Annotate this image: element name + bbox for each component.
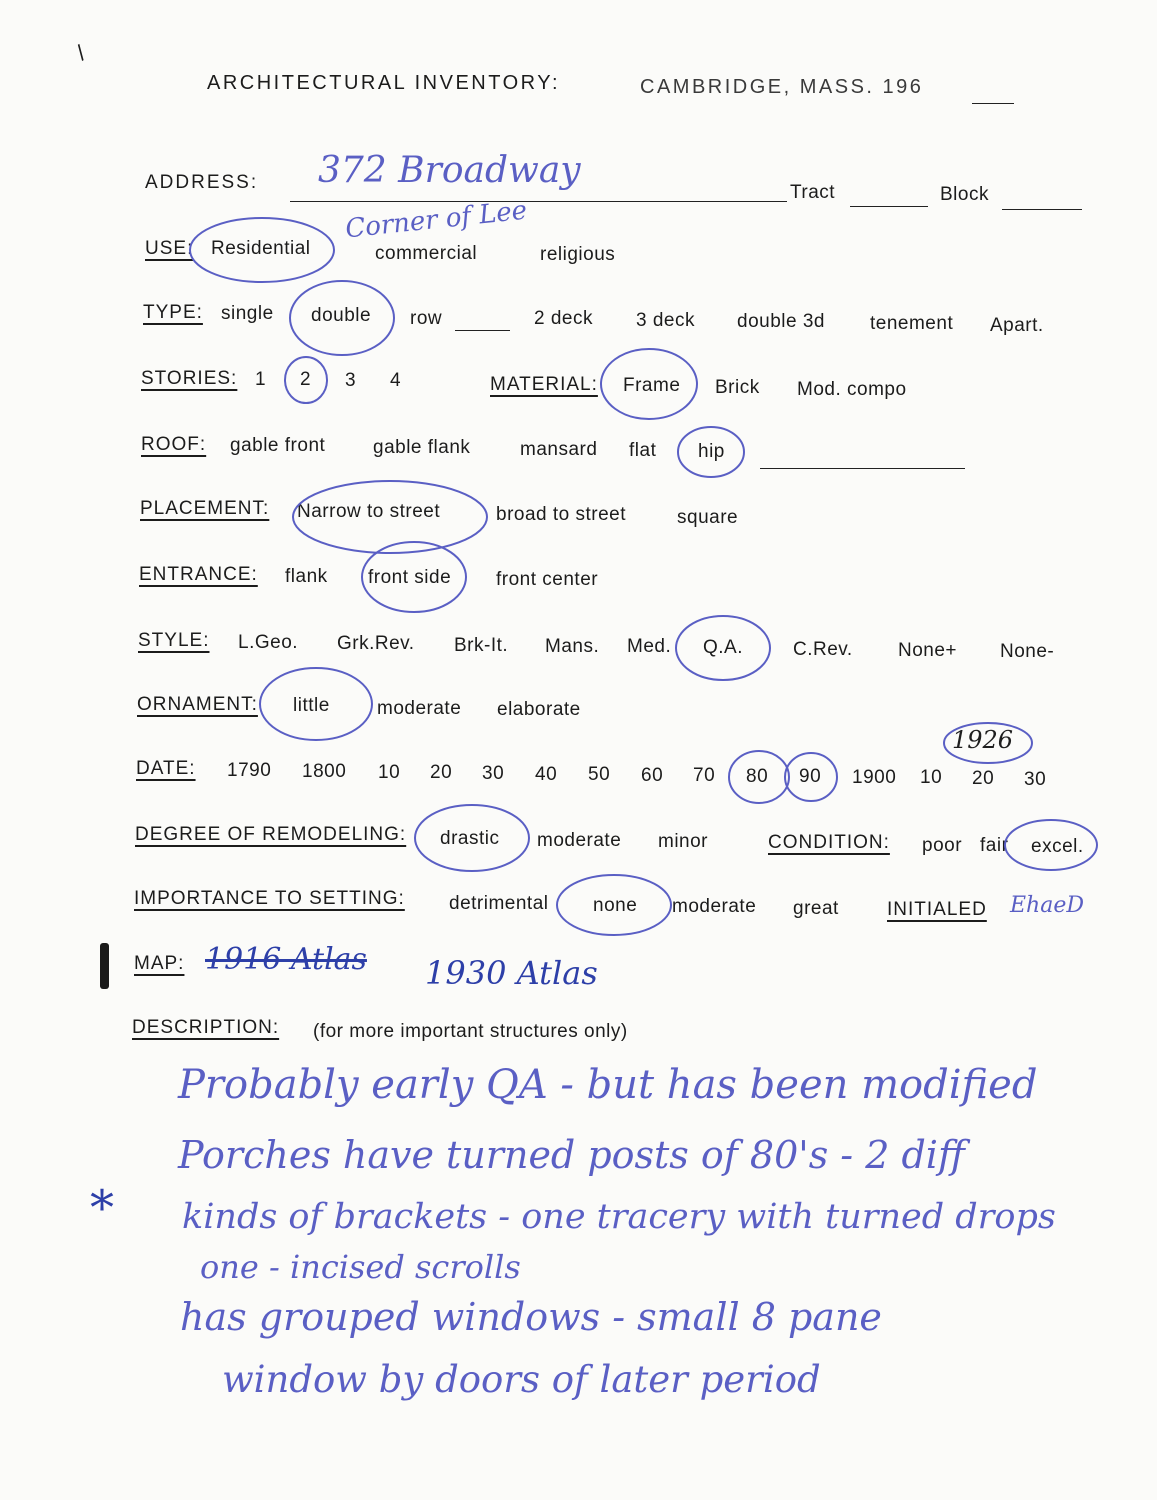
date-option: 80 [746,766,769,787]
tract-line [850,206,928,207]
map-struck-value: 1916 Atlas [205,942,367,977]
remodeling-option: moderate [537,830,622,851]
material-option: Brick [715,377,760,398]
remodeling-option: drastic [440,828,500,849]
date-option: 20 [430,762,453,783]
style-option: C.Rev. [793,639,853,660]
address-line [290,201,787,202]
description-line: Porches have turned posts of 80's - 2 diff [178,1133,965,1177]
date-option: 70 [693,765,716,786]
style-option: Med. [627,636,672,657]
importance-option: moderate [672,896,757,917]
date-option: 60 [641,765,664,786]
date-label: DATE: [136,758,196,779]
ornament-option: moderate [377,698,462,719]
use-option: religious [540,244,616,265]
date-option: 20 [972,768,995,789]
date-option: 30 [482,763,505,784]
initialed-label: INITIALED [887,899,987,920]
date-option: 10 [920,767,943,788]
placement-option: broad to street [496,504,627,525]
stories-option: 2 [300,369,312,390]
type-option: single [221,303,274,324]
date-option: 1800 [302,761,347,782]
description-line: one - incised scrolls [200,1248,521,1286]
style-label: STYLE: [138,630,210,651]
entrance-option: flank [285,566,328,587]
margin-bar [100,943,109,989]
date-option: 1790 [227,760,272,781]
tract-label: Tract [790,182,836,203]
ornament-option: little [293,695,330,716]
condition-option: fair [980,835,1009,856]
importance-option: detrimental [449,893,549,914]
date-option: 10 [378,762,401,783]
ornament-label: ORNAMENT: [137,694,258,715]
date-option: 30 [1024,769,1047,790]
map-label: MAP: [134,953,185,974]
style-option: None+ [898,640,958,661]
material-option: Mod. compo [797,379,907,400]
date-option: 50 [588,764,611,785]
style-option: Mans. [545,636,600,657]
map-value: 1930 Atlas [425,954,598,992]
type-option: double [311,305,372,326]
type-label: TYPE: [143,302,203,323]
stories-option: 3 [345,370,357,391]
roof-blank-line [760,468,965,469]
description-note: (for more important structures only) [313,1021,628,1042]
style-option: Grk.Rev. [337,633,415,654]
roof-label: ROOF: [141,434,207,455]
stories-option: 4 [390,370,402,391]
date-option: 1900 [852,767,897,788]
block-label: Block [940,184,989,205]
entrance-option: front side [368,567,452,588]
type-option: 3 deck [636,310,695,331]
margin-mark: / [71,40,91,66]
roof-option: gable front [230,435,326,456]
description-line: Probably early QA - but has been modified [178,1062,1038,1108]
style-option: Brk-It. [454,635,509,656]
material-option: Frame [623,375,681,396]
description-line: kinds of brackets - one tracery with turned drops [182,1197,1056,1237]
use-option: Residential [211,238,311,259]
entrance-label: ENTRANCE: [139,564,258,585]
roof-option: mansard [520,439,598,460]
style-option: Q.A. [703,637,744,658]
importance-label: IMPORTANCE TO SETTING: [134,888,405,909]
type-option: 2 deck [534,308,593,329]
roof-option: hip [698,441,725,462]
year-blank-line [972,103,1014,104]
stories-label: STORIES: [141,368,238,389]
description-line: window by doors of later period [222,1358,821,1401]
date-option: 90 [799,766,822,787]
form-title: ARCHITECTURAL INVENTORY: [207,72,561,94]
remodeling-option: minor [658,831,709,852]
row-blank-line [455,330,510,331]
initialed-value: EhaeD [1010,893,1085,918]
star-mark: * [90,1180,114,1236]
ornament-option: elaborate [497,699,581,720]
type-option: tenement [870,313,954,334]
condition-option: excel. [1031,836,1084,857]
address-label: ADDRESS: [145,172,259,193]
condition-label: CONDITION: [768,832,890,853]
form-place: CAMBRIDGE, MASS. 196 [640,76,924,98]
date-note: 1926 [952,726,1014,754]
address-value: 372 Broadway [318,150,581,191]
placement-option: Narrow to street [297,501,441,522]
entrance-option: front center [496,569,599,590]
placement-option: square [677,507,739,528]
description-label: DESCRIPTION: [132,1017,280,1038]
block-line [1002,209,1082,210]
use-label: USE: [145,238,194,259]
style-option: None- [1000,641,1055,662]
material-label: MATERIAL: [490,374,598,395]
address-note: Corner of Lee [343,195,529,245]
date-option: 40 [535,764,558,785]
type-option: double 3d [737,311,825,332]
importance-option: great [793,898,839,919]
importance-option: none [593,895,638,916]
roof-option: gable flank [373,437,471,458]
roof-option: flat [629,440,657,461]
stories-option: 1 [255,369,267,390]
placement-label: PLACEMENT: [140,498,270,519]
condition-option: poor [922,835,963,856]
remodeling-label: DEGREE OF REMODELING: [135,824,407,845]
use-option: commercial [375,243,478,264]
style-option: L.Geo. [238,632,299,653]
description-line: has grouped windows - small 8 pane [180,1295,882,1339]
type-option: Apart. [990,315,1044,336]
type-option: row [410,308,443,329]
